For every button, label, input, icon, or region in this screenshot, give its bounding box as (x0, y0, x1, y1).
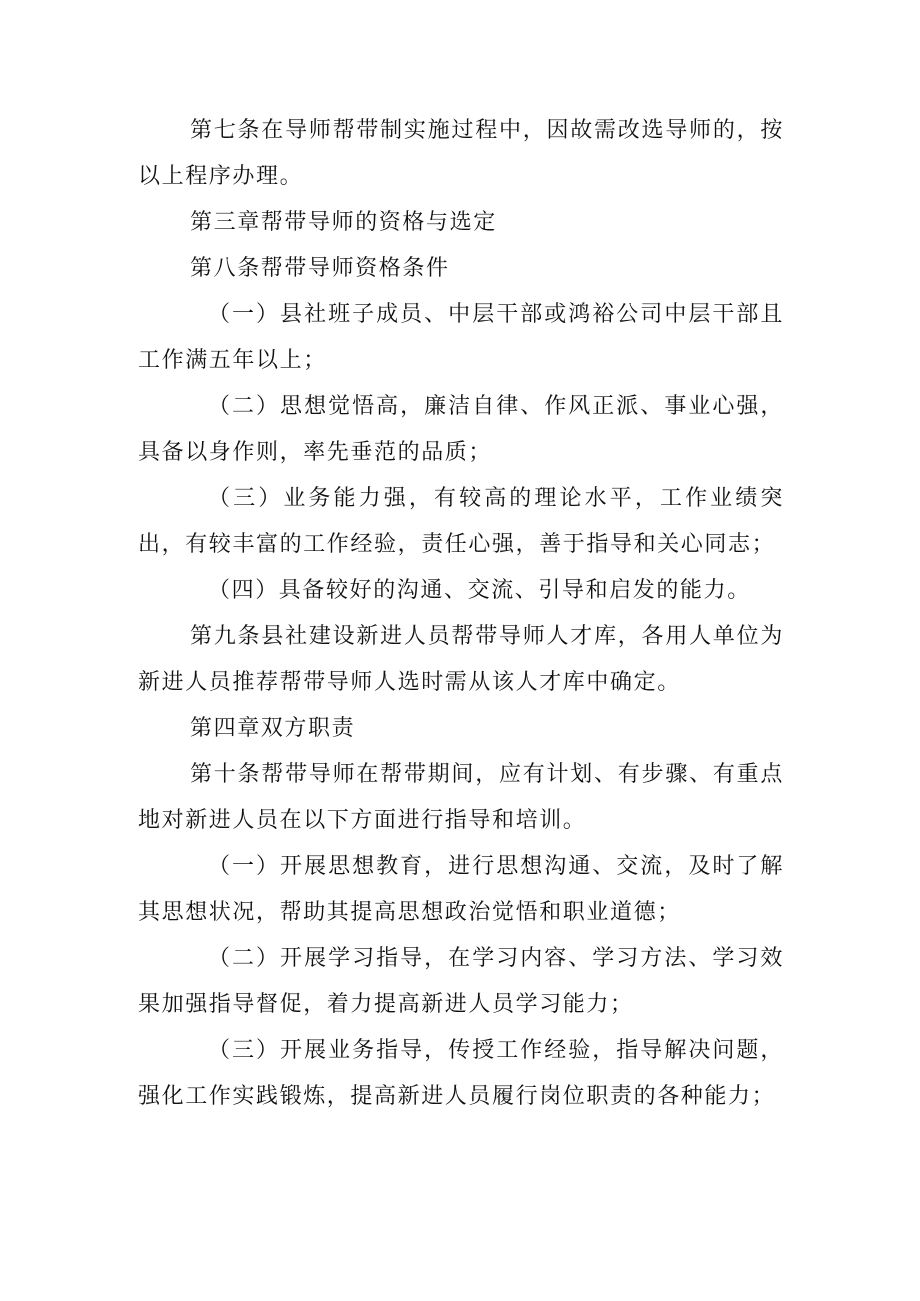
list-item-8-1: （一）县社班子成员、中层干部或鸿裕公司中层干部且工作满五年以上； (138, 302, 784, 373)
list-item-8-4: （四）具备较好的沟通、交流、引导和启发的能力。 (208, 578, 751, 603)
list-item-10-3: （三）开展业务指导，传授工作经验，指导解决问题，强化工作实践锻炼，提高新进人员履行岗位职责的各种能力； (138, 1038, 784, 1109)
paragraph-article-9: 第九条县社建设新进人员帮带导师人才库，各用人单位为新进人员推荐帮带导师人选时需从该人才库中确定。 (138, 624, 784, 695)
chapter-3-heading: 第三章帮带导师的资格与选定 (190, 210, 497, 235)
paragraph-article-7: 第七条在导师帮带制实施过程中，因故需改选导师的，按以上程序办理。 (138, 118, 784, 189)
list-item-8-3: （三）业务能力强，有较高的理论水平，工作业绩突出，有较丰富的工作经验，责任心强，善于指导和关心同志； (138, 486, 784, 557)
list-item-10-2: （二）开展学习指导，在学习内容、学习方法、学习效果加强指导督促，着力提高新进人员学习能力； (138, 946, 784, 1017)
list-item-8-2: （二）思想觉悟高，廉洁自律、作风正派、事业心强，具备以身作则，率先垂范的品质； (138, 394, 784, 465)
document-body (138, 108, 784, 1120)
paragraph-article-8: 第八条帮带导师资格条件 (190, 256, 450, 281)
paragraph-article-10: 第十条帮带导师在帮带期间，应有计划、有步骤、有重点地对新进人员在以下方面进行指导和培训。 (138, 762, 784, 833)
chapter-4-heading: 第四章双方职责 (190, 716, 356, 741)
list-item-10-1: （一）开展思想教育，进行思想沟通、交流，及时了解其思想状况，帮助其提高思想政治觉悟和职业道德； (138, 854, 784, 925)
